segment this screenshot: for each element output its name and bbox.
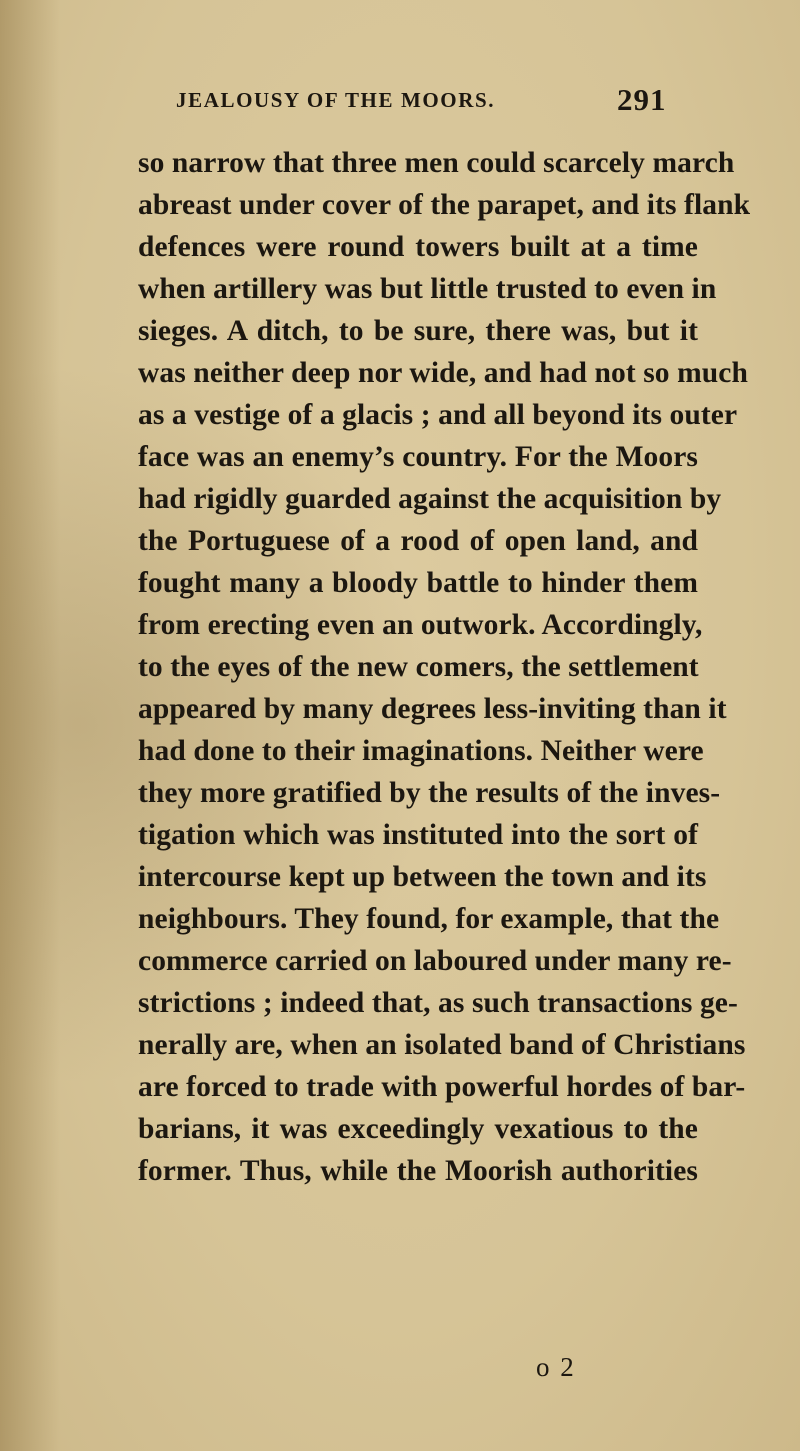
text-line: nerally are, when an isolated band of Christians	[138, 1029, 746, 1061]
text-line: neighbours. They found, for example, that the	[138, 903, 720, 935]
text-line: commerce carried on laboured under many re-	[138, 945, 732, 977]
text-line: tigation which was instituted into the sort of	[138, 819, 698, 851]
text-line: had rigidly guarded against the acquisition by	[138, 483, 722, 515]
text-line: former. Thus, while the Moorish authorities	[138, 1155, 698, 1187]
page-number: 291	[617, 82, 667, 117]
text-line: was neither deep nor wide, and had not so much	[138, 357, 748, 389]
running-title: JEALOUSY OF THE MOORS.	[176, 88, 496, 112]
page-header	[0, 82, 800, 118]
text-line: defences were round towers built at a time	[138, 231, 698, 263]
text-line: to the eyes of the new comers, the settlement	[138, 651, 699, 683]
text-line: barians, it was exceedingly vexatious to the	[138, 1113, 698, 1145]
text-line: had done to their imaginations. Neither were	[138, 735, 704, 767]
text-line: when artillery was but little trusted to even in	[138, 273, 717, 305]
text-line: abreast under cover of the parapet, and its flank	[138, 189, 751, 221]
text-line: intercourse kept up between the town and its	[138, 861, 707, 893]
text-line: they more gratified by the results of the inves-	[138, 777, 721, 809]
text-line: appeared by many degrees less-inviting than it	[138, 693, 727, 725]
text-line: strictions ; indeed that, as such transactions ge-	[138, 987, 738, 1019]
signature-mark: o 2	[536, 1352, 576, 1382]
text-line: face was an enemy’s country. For the Moors	[138, 441, 698, 473]
text-line: sieges. A ditch, to be sure, there was, but it	[138, 315, 698, 347]
text-line: the Portuguese of a rood of open land, and	[138, 525, 698, 557]
text-line: so narrow that three men could scarcely march	[138, 147, 735, 179]
text-line: as a vestige of a glacis ; and all beyond its outer	[138, 399, 738, 431]
text-line: fought many a bloody battle to hinder them	[138, 567, 698, 599]
body-text	[138, 142, 751, 1192]
gutter-shadow	[0, 0, 60, 1451]
text-line: are forced to trade with powerful hordes of bar-	[138, 1071, 746, 1103]
text-line: from erecting even an outwork. Accordingly,	[138, 609, 703, 641]
